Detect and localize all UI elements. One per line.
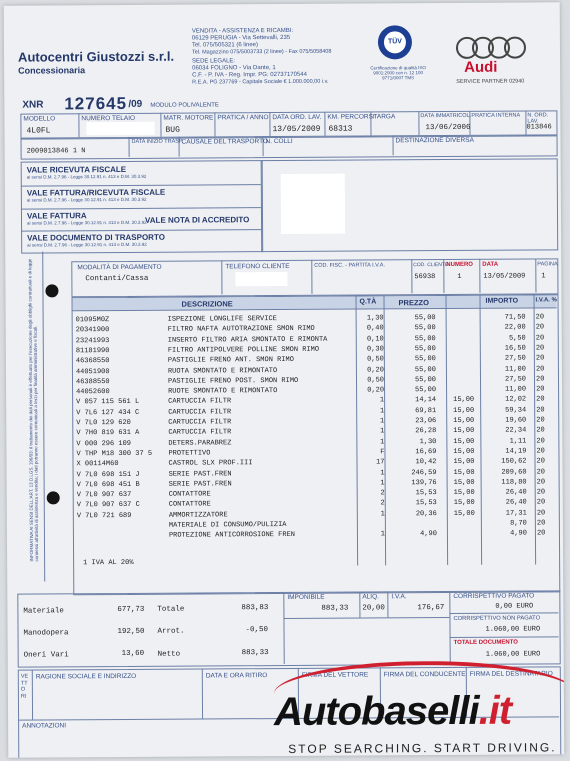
cell-quantity: 1: [380, 468, 385, 477]
cell-amount: 14,19: [505, 447, 527, 456]
cell-code: 23241993: [75, 336, 110, 345]
tuv-certification-icon: [378, 25, 412, 59]
cell-iva: 20: [536, 447, 545, 456]
field-label: N. COLLI: [265, 137, 293, 146]
pagato-value: 0,00 EURO: [495, 602, 534, 611]
address-line: Tel. 075/505321 (6 linee): [191, 41, 259, 49]
cell-code: V 057 115 561 L: [76, 398, 140, 407]
cell-description: SERIE PAST.FREN: [168, 480, 232, 489]
cell-iva: 20: [536, 457, 545, 466]
cell-amount: 27,50: [504, 375, 527, 384]
address-line: VENDITA - ASSISTENZA E RICAMBI:: [191, 27, 294, 35]
cell-quantity: 1: [379, 407, 385, 416]
arrot-label: Arrot.: [157, 627, 185, 636]
doc-pagina: 1: [541, 272, 546, 281]
cell-iva: 20: [536, 437, 545, 446]
vale-documento-trasporto: [27, 233, 165, 248]
cell-amount: 59,34: [505, 406, 527, 415]
cell-description: SERIE PAST.FREN: [168, 469, 232, 479]
cell-description: AMMORTIZZATORE: [168, 511, 228, 520]
document-model-label: MODULO POLIVALENTE: [150, 102, 219, 109]
cell-price: 55,00: [414, 355, 436, 364]
field-label: NUMERO TELAIO: [81, 114, 136, 123]
cell-amount: 12,02: [505, 395, 527, 405]
vale-fattura-ricevuta: [27, 188, 165, 203]
vale-title: VALE FATTURA: [26, 211, 87, 221]
vale-note: ai sensi D.M. 2.7.96 - Legge 30.12.91 n. 413 e D.M. 30.3.92: [27, 219, 147, 226]
field-label: TARGA: [373, 113, 396, 121]
payment-label: MODALITÀ DI PAGAMENTO: [77, 263, 162, 272]
cell-amount: 17,31: [505, 509, 527, 518]
cell-amount: 150,62: [501, 457, 527, 466]
cell-price: 55,00: [414, 324, 436, 333]
cell-amount: 118,80: [501, 478, 527, 487]
cell-amount: 26,40: [505, 488, 527, 497]
cell-iva: 20: [536, 467, 545, 476]
cell-iva: 20: [536, 529, 546, 538]
doc-numero: 1: [457, 272, 462, 281]
payment-label: NUMERO: [446, 261, 473, 269]
cell-quantity: 17: [376, 458, 385, 467]
cell-iva: 20: [536, 519, 546, 528]
cell-quantity: 0,20: [367, 365, 384, 374]
payment-label: TELEFONO CLIENTE: [225, 262, 290, 271]
cell-price: 55,00: [414, 314, 436, 323]
document-number: 127645: [64, 93, 128, 114]
iva-value: 176,67: [417, 604, 445, 613]
cell-description: CONTATTORE: [168, 490, 211, 499]
cell-iva: 20: [536, 395, 545, 404]
cell-quantity: 0,40: [366, 324, 384, 333]
vale-ricevuta-fiscale: [27, 165, 147, 180]
cell-quantity: 1: [380, 427, 385, 436]
company-address: [192, 27, 372, 85]
totals-box: [17, 590, 560, 667]
cell-description: CONTATTORE: [168, 500, 211, 510]
cell-quantity: 0,10: [366, 334, 384, 344]
cell-quantity: 1: [380, 437, 385, 447]
cell-price: 55,00: [414, 344, 436, 354]
privacy-text: INFORMATIVA AI SENSI DELL'ART. 13 D.LGS. 196/03: il trattamento dei dati personali è effettuato per l'esecuzione degli obblighi contrattuali e di legge connessi all'attività di assistenza e vendita; i dati potranno essere comunicati a terzi per finalità amministrative e fiscali.: [27, 258, 40, 562]
field-label: CAUSALE DEL TRASPORTO: [181, 138, 269, 146]
column-header: Q.TÀ: [359, 298, 377, 306]
cell-code: [77, 522, 165, 523]
cell-code: X 00114M60: [76, 460, 119, 469]
iva-note: 1 IVA AL 20%: [83, 558, 134, 568]
field-label: DATA INIZIO TRASP.: [131, 138, 184, 145]
totale-value: 883,83: [241, 604, 269, 613]
cell-discount: 15,00: [453, 416, 475, 425]
cell-amount: 19,60: [505, 416, 527, 425]
cell-description: ISPEZIONE LONGLIFE SERVICE: [167, 315, 277, 324]
cell-price: 246,59: [411, 468, 437, 477]
cell-quantity: 1: [380, 417, 385, 426]
field-label: N. ORD. LAV.: [527, 112, 549, 125]
cell-description: DETERS.PARABREZ: [168, 438, 232, 448]
vale-title: VALE DOCUMENTO DI TRASPORTO: [27, 232, 165, 243]
field-label: DATA IMMATRICOL.: [420, 112, 472, 120]
cell-description: CARTUCCIA FILTR: [168, 408, 232, 417]
cell-quantity: 1,30: [366, 314, 384, 323]
document-prefix: XNR: [22, 99, 44, 111]
cell-description: CARTUCCIA FILTR: [168, 428, 232, 438]
cell-price: 15,53: [415, 489, 437, 498]
cell-discount: 15,00: [453, 427, 475, 436]
watermark-tagline: STOP SEARCHING. START DRIVING.: [288, 740, 557, 756]
vale-note: ai sensi D.M. 2.7.96 - Legge 30.12.91 n. 413 e D.M. 30.3.92: [27, 241, 147, 248]
materiale-value: 677,73: [117, 605, 145, 615]
totale-label: Totale: [157, 605, 185, 614]
iva-label: I.V.A.: [391, 593, 407, 601]
company-name: Autocentri Giustozzi s.r.l.: [17, 48, 175, 65]
cell-amount: 22,00: [504, 323, 526, 332]
cell-amount: 11,00: [504, 365, 526, 374]
field-label: PRATICA INTERNA: [471, 112, 521, 119]
cell-quantity: 1: [380, 530, 385, 539]
cell-price: 55,00: [414, 375, 437, 384]
cell-amount: 8,70: [510, 519, 527, 528]
cell-discount: 15,00: [453, 468, 475, 477]
field-label: MATR. MOTORE: [163, 114, 214, 122]
redacted-phone: [235, 272, 287, 286]
column-header: I.V.A. %: [535, 297, 558, 304]
cell-price: 15,53: [415, 499, 437, 508]
punch-hole: [45, 284, 58, 297]
oneri-label: Oneri Vari: [23, 651, 69, 660]
payment-label: COD. CLIENTE: [413, 261, 449, 269]
cell-description: CARTUCCIA FILTR: [168, 397, 232, 407]
field-data-immatr: 13/06/2006: [425, 123, 471, 133]
cell-price: 1,30: [419, 437, 437, 446]
audi-rings-icon: [456, 35, 528, 57]
cell-description: CASTROL SLX PROF.III: [168, 459, 253, 468]
cell-code: [77, 532, 165, 533]
field-km: 68313: [328, 124, 353, 134]
field-motore: BUG: [165, 125, 180, 135]
watermark-tld: .it: [478, 688, 512, 733]
cell-quantity: 0,50: [367, 376, 385, 385]
cell-quantity: F: [380, 448, 385, 457]
footer-label: RAGIONE SOCIALE E INDIRIZZO: [35, 672, 137, 681]
oneri-value: 13,60: [121, 649, 145, 658]
cell-iva: 20: [536, 426, 545, 435]
cell-iva: 20: [535, 354, 545, 363]
address-line: Tel. Magazzino 075/5003733 (2 linee) - Fax 075/5058408: [191, 48, 332, 56]
cod-cliente: 56938: [414, 273, 436, 282]
cell-price: 26,28: [415, 427, 437, 436]
cell-iva: 20: [535, 375, 545, 384]
redacted-telaio: [86, 122, 154, 135]
vale-note: ai sensi D.M. 2.7.96 - Legge 30.12.91 n. 413 e D.M. 30.3.92: [26, 173, 147, 180]
imponibile-label: IMPONIBILE: [287, 593, 325, 601]
footer-label: FIRMA DEL DESTINATARIO: [469, 670, 553, 678]
netto-value: 883,33: [241, 649, 269, 658]
column-header: IMPORTO: [485, 297, 519, 305]
cell-quantity: 1: [380, 479, 385, 488]
cell-iva: 20: [536, 406, 545, 415]
manodopera-value: 192,50: [117, 627, 145, 637]
cell-discount: 15,00: [453, 406, 475, 415]
cell-amount: 5,50: [508, 334, 526, 343]
field-data-ord: 13/05/2009: [272, 124, 321, 135]
cell-code: V 7L0 907 637: [76, 491, 132, 500]
cell-quantity: 0,30: [366, 345, 384, 354]
tuv-caption: Certificazione di qualità ISO 9001:2000 con n. 12 100 9771/0007 TMS: [370, 65, 426, 81]
manodopera-label: Manodopera: [23, 629, 69, 638]
cell-amount: 4,90: [510, 529, 527, 538]
cell-description: CARTUCCIA FILTR: [168, 418, 232, 427]
cell-description: MATERIALE DI CONSUMO/PULIZIA: [168, 520, 287, 530]
cell-iva: 20: [535, 364, 545, 373]
cell-code: 46388550: [75, 377, 110, 387]
audi-brand-name: Audi: [464, 58, 498, 76]
cell-price: 10,42: [415, 458, 437, 467]
cell-code: V 7L0 698 451 B: [76, 480, 140, 490]
cell-quantity: 0,50: [367, 355, 384, 364]
cell-price: 69,81: [415, 406, 437, 415]
cell-iva: 20: [536, 385, 545, 394]
cell-description: FILTRO ANTIPOLVERE POLLINE SMON RIMO: [167, 345, 320, 355]
vale-note: ai sensi D.M. 2.7.96 - Legge 30.12.91 n. 413 e D.M. 30.3.92: [26, 196, 147, 203]
cell-price: 16,69: [415, 447, 437, 457]
cell-quantity: 2: [380, 489, 385, 498]
address-line: C.F. - P. IVA - Reg. Impr. PG: 02737170544: [192, 71, 307, 79]
address-line: 06034 FOLIGNO - Via Dante, 1: [192, 64, 276, 72]
payment-label: COD. FISC. - PARTITA I.V.A.: [314, 262, 386, 269]
materiale-label: Materiale: [23, 607, 64, 616]
cell-price: 55,00: [414, 334, 436, 343]
cell-amount: 71,50: [504, 313, 526, 322]
cell-description: PROTEZIONE ANTICORROSIONE FREN: [168, 531, 296, 541]
cell-price: 14,14: [415, 396, 437, 405]
doc-data: 13/05/2009: [483, 272, 526, 281]
cell-iva: 20: [535, 334, 545, 343]
cell-amount: 209,60: [501, 468, 527, 477]
cell-description: INSERTO FILTRO ARIA SMONTATO E RIMONTA: [167, 335, 328, 345]
cell-discount: 15,00: [453, 509, 475, 518]
aliq-label: ALIQ.: [362, 593, 379, 601]
cell-amount: 16,50: [504, 344, 526, 353]
table-row: [73, 530, 558, 543]
address-line: 06129 PERUGIA - Via Settevalli, 235: [191, 34, 291, 42]
cell-price: 139,76: [411, 478, 437, 488]
company-subtitle: Concessionaria: [18, 65, 86, 76]
footer-label: FIRMA DEL VETTORE: [301, 671, 369, 679]
cell-amount: 22,34: [505, 426, 527, 435]
cell-description: PASTIGLIE FRENO ANT. SMON RIMO: [167, 356, 294, 365]
cell-iva: 20: [535, 323, 545, 332]
cell-code: V 7L0 698 151 J: [76, 470, 140, 479]
cell-iva: 20: [535, 313, 545, 322]
cell-code: 81181990: [75, 346, 110, 356]
cell-iva: 20: [536, 416, 545, 425]
cell-discount: 15,00: [453, 478, 475, 487]
vale-nota-accredito: VALE NOTA DI ACCREDITO: [144, 215, 250, 225]
cell-description: FILTRO NAFTA AUTOTRAZIONE SMON RIMO: [167, 325, 315, 335]
cell-amount: 27,50: [504, 354, 526, 363]
arrot-value: -0,50: [245, 626, 269, 635]
column-header: PREZZO: [398, 298, 429, 308]
cell-description: RUOTE SMONTATO E RIMONTATO: [168, 387, 278, 396]
cell-code: V 7L0 129 620: [76, 418, 131, 428]
address-line: R.E.A. PG 237769 - Capitale Sociale € 1.000.000,00 i.v.: [192, 78, 329, 86]
field-modello: 4L0FL: [26, 126, 51, 136]
cell-code: 01095M0Z: [75, 316, 110, 325]
cell-iva: 20: [536, 509, 546, 518]
cell-description: RUOTA SMONTATO E RIMONTATO: [167, 366, 278, 376]
annotazioni-label: ANNOTAZIONI: [22, 722, 67, 730]
cell-discount: 15,00: [453, 499, 475, 508]
cell-amount: 11,00: [505, 385, 527, 394]
cell-quantity: 1: [380, 510, 385, 519]
cell-iva: 20: [536, 478, 546, 487]
cell-code: V 7L0 721 689: [76, 511, 132, 520]
cell-code: V THP M18 300 37 5: [76, 449, 153, 459]
cell-description: PASTIGLIE FRENO POST. SMON RIMO: [167, 376, 299, 386]
field-label: MODELLO: [23, 115, 56, 123]
cell-price: 4,90: [420, 530, 437, 539]
cell-iva: 20: [536, 498, 546, 507]
imponibile-value: 883,33: [321, 604, 349, 613]
pagato-label: CORRISPETTIVO PAGATO: [453, 592, 535, 600]
totale-documento-value: 1.060,00 EURO: [485, 650, 541, 659]
totale-documento-label: TOTALE DOCUMENTO: [453, 639, 518, 646]
cell-amount: 26,40: [505, 498, 527, 508]
cell-price: 55,00: [414, 365, 436, 374]
cell-code: 44052600: [76, 388, 110, 397]
cell-discount: 15,00: [453, 437, 475, 446]
cell-code: V 7L6 127 434 C: [76, 408, 140, 417]
vettori-label: VETTORI: [20, 673, 29, 700]
invoice-sheet: [4, 2, 565, 757]
field-n-ord: 013846: [526, 123, 552, 132]
table-body: [72, 313, 559, 566]
netto-label: Netto: [157, 650, 181, 659]
cell-price: 55,00: [415, 386, 437, 395]
cell-discount: 15,00: [453, 396, 475, 405]
cell-iva: 20: [535, 344, 545, 353]
aliq-value: 20,00: [362, 604, 385, 613]
vale-fattura: [27, 211, 147, 226]
cell-amount: 1,11: [509, 437, 527, 446]
privacy-sidebar: [17, 251, 45, 581]
cell-discount: 15,00: [453, 447, 475, 456]
audi-service-partner: SERVICE PARTNER 02940: [456, 78, 525, 85]
cell-code: V 000 296 109: [76, 439, 132, 448]
cell-code: 46368550: [75, 357, 110, 366]
cell-discount: 15,00: [453, 488, 475, 498]
payment-label: DATA: [482, 261, 499, 268]
address-line: SEDE LEGALE:: [192, 58, 236, 65]
cell-price: 23,06: [415, 417, 437, 426]
cell-code: 44051900: [75, 367, 110, 376]
watermark-logo: [274, 689, 511, 735]
cell-iva: 20: [536, 488, 546, 497]
tuv-badge-text: TÜV: [387, 38, 402, 46]
footer-label: FIRMA DEL CONDUCENTE: [383, 670, 466, 679]
watermark-text: Autobaselli: [273, 688, 479, 735]
cell-description: PROTETTIVO: [168, 449, 211, 458]
footer-label: DATA E ORA RITIRO: [205, 672, 268, 680]
cell-code: 20341900: [75, 326, 110, 335]
payment-method: Contanti/Cassa: [85, 274, 149, 284]
field-label: KM. PERCORSI: [327, 113, 375, 121]
column-header: DESCRIZIONE: [181, 299, 233, 309]
cell-code: V 7H0 819 631 A: [76, 429, 140, 438]
cell-quantity: 0,20: [367, 386, 385, 395]
cell-discount: 15,00: [453, 458, 475, 467]
field-label: PRATICA / ANNO: [217, 114, 269, 122]
cell-quantity: 2: [380, 499, 385, 508]
cell-price: 20,36: [415, 509, 437, 518]
redacted-customer: [281, 174, 345, 234]
punch-hole: [47, 491, 60, 504]
reference-code: 2009013846 1 N: [26, 147, 86, 156]
non-pagato-value: 1.060,00 EURO: [485, 625, 541, 634]
non-pagato-label: CORRISPETTIVO NON PAGATO: [453, 615, 541, 622]
vale-title: VALE FATTURA/RICEVUTA FISCALE: [26, 187, 166, 198]
cell-quantity: 1: [379, 396, 385, 405]
field-label: DATA ORD. LAV.: [272, 113, 322, 122]
payment-label: PAGINA: [537, 261, 558, 268]
cell-code: V 7L0 907 637 C: [76, 501, 140, 510]
field-label: DESTINAZIONE DIVERSA: [395, 136, 474, 145]
vale-title: VALE RICEVUTA FISCALE: [26, 164, 127, 175]
document-suffix: /09: [128, 98, 143, 110]
